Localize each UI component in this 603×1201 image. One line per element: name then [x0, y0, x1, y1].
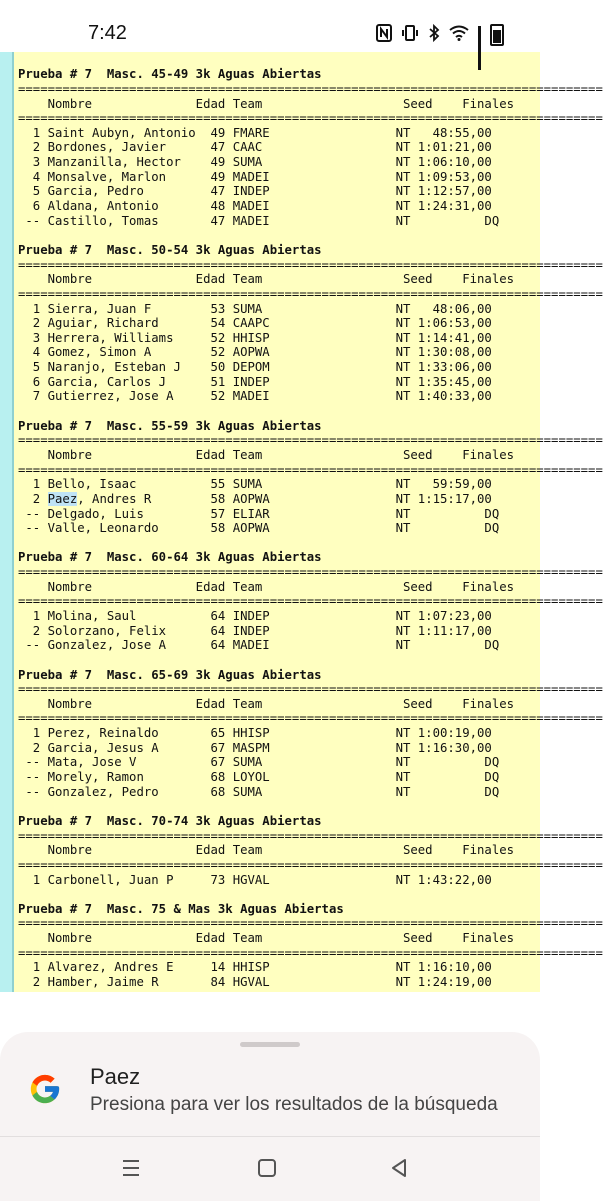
result-line-sep: =============================================================================== — [18, 111, 603, 126]
result-line-row: -- Valle, Leonardo 58 AOPWA NT DQ — [18, 521, 500, 536]
result-line-row: 2 Solorzano, Felix 64 INDEP NT 1:11:17,00 — [18, 623, 492, 638]
navigation-bar — [0, 1136, 540, 1201]
result-line-sep: =============================================================================== — [18, 81, 603, 96]
search-query-title[interactable]: Paez — [90, 1064, 141, 1089]
result-line-row: 6 Aldana, Antonio 48 MADEI NT 1:24:31,00 — [18, 199, 492, 214]
result-line-sep: =============================================================================== — [18, 711, 603, 726]
result-line-header: Nombre Edad Team Seed Finales — [18, 843, 515, 858]
result-line-sep: =============================================================================== — [18, 945, 603, 960]
nfc-icon — [376, 24, 392, 46]
result-line-header: Nombre Edad Team Seed Finales — [18, 696, 515, 711]
result-line-row: -- Delgado, Luis 57 ELIAR NT DQ — [18, 506, 500, 521]
bluetooth-icon — [428, 24, 440, 46]
result-line-blank — [18, 53, 603, 68]
result-line-title: Prueba # 7 Masc. 60-64 3k Aguas Abiertas — [18, 550, 322, 565]
result-line-sep: =============================================================================== — [18, 462, 603, 477]
result-line-row: 1 Bello, Isaac 55 SUMA NT 59:59,00 — [18, 477, 492, 492]
result-line-header: Nombre Edad Team Seed Finales — [18, 96, 515, 111]
result-line-row: 4 Monsalve, Marlon 49 MADEI NT 1:09:53,00 — [18, 169, 492, 184]
status-time: 7:42 — [88, 22, 127, 44]
result-line-row: 4 Gomez, Simon A 52 AOPWA NT 1:30:08,00 — [18, 345, 492, 360]
result-line-row: -- Gonzalez, Jose A 64 MADEI NT DQ — [18, 638, 500, 653]
result-line-row: -- Castillo, Tomas 47 MADEI NT DQ — [18, 213, 500, 228]
result-line-blank — [18, 404, 603, 419]
result-line-sep: =============================================================================== — [18, 286, 603, 301]
result-line-row: -- Mata, Jose V 67 SUMA NT DQ — [18, 755, 500, 770]
result-line-row: 7 Gutierrez, Jose A 52 MADEI NT 1:40:33,00 — [18, 389, 492, 404]
result-line-blank — [18, 799, 603, 814]
result-line-title: Prueba # 7 Masc. 70-74 3k Aguas Abiertas — [18, 813, 322, 828]
result-line-row: 1 Perez, Reinaldo 65 HHISP NT 1:00:19,00 — [18, 726, 492, 741]
result-line-row: -- Gonzalez, Pedro 68 SUMA NT DQ — [18, 784, 500, 799]
result-line-sep: =============================================================================== — [18, 565, 603, 580]
result-line-sep: =============================================================================== — [18, 682, 603, 697]
result-line-sep: =============================================================================== — [18, 828, 603, 843]
sheet-drag-handle[interactable] — [240, 1042, 300, 1047]
result-line-row: 2 Bordones, Javier 47 CAAC NT 1:01:21,00 — [18, 140, 492, 155]
result-line-sep: =============================================================================== — [18, 857, 603, 872]
result-line-row: 1 Sierra, Juan F 53 SUMA NT 48:06,00 — [18, 301, 492, 316]
results-page[interactable] — [0, 52, 603, 992]
result-line-sep: =============================================================================== — [18, 594, 603, 609]
result-line-row: 3 Herrera, Williams 52 HHISP NT 1:14:41,00 — [18, 330, 492, 345]
left-margin-bar — [0, 52, 14, 992]
back-icon[interactable] — [388, 1157, 410, 1183]
result-line-blank — [18, 536, 603, 551]
result-line-row: 2 Paez, Andres R 58 AOPWA NT 1:15:17,00 — [18, 491, 492, 506]
google-logo-icon — [28, 1072, 62, 1106]
result-line-row: 1 Saint Aubyn, Antonio 49 FMARE NT 48:55,00 — [18, 125, 492, 140]
search-hint-text[interactable]: Presiona para ver los resultados de la búsqueda — [90, 1094, 498, 1115]
status-bar — [0, 0, 540, 52]
home-icon[interactable] — [256, 1157, 278, 1183]
result-line-header: Nombre Edad Team Seed Finales — [18, 931, 515, 946]
result-line-row: 1 Molina, Saul 64 INDEP NT 1:07:23,00 — [18, 608, 492, 623]
result-line-sep: =============================================================================== — [18, 257, 603, 272]
result-line-row: 2 Hamber, Jaime R 84 HGVAL NT 1:24:19,00 — [18, 975, 492, 989]
result-line-row: -- Morely, Ramon 68 LOYOL NT DQ — [18, 770, 500, 785]
result-line-sep: =============================================================================== — [18, 916, 603, 931]
result-line-blank — [18, 228, 603, 243]
result-line-sep: =============================================================================== — [18, 433, 603, 448]
vibrate-icon — [401, 24, 419, 46]
search-match-highlight: Paez — [47, 491, 78, 506]
recents-icon[interactable] — [120, 1157, 142, 1183]
status-icons — [376, 24, 504, 46]
result-line-row: 2 Aguiar, Richard 54 CAAPC NT 1:06:53,00 — [18, 316, 492, 331]
result-line-header: Nombre Edad Team Seed Finales — [18, 272, 515, 287]
result-line-blank — [18, 887, 603, 902]
result-line-blank — [18, 653, 603, 668]
battery-icon — [490, 24, 504, 46]
result-line-header: Nombre Edad Team Seed Finales — [18, 447, 515, 462]
result-line-row: 2 Garcia, Jesus A 67 MASPM NT 1:16:30,00 — [18, 740, 492, 755]
results-text — [18, 38, 603, 990]
result-line-title: Prueba # 7 Masc. 50-54 3k Aguas Abiertas — [18, 242, 322, 257]
signal-icon — [478, 26, 481, 44]
result-line-row: 1 Alvarez, Andres E 14 HHISP NT 1:16:10,00 — [18, 960, 492, 975]
result-line-row: 5 Garcia, Pedro 47 INDEP NT 1:12:57,00 — [18, 184, 492, 199]
result-line-row: 3 Manzanilla, Hector 49 SUMA NT 1:06:10,00 — [18, 155, 492, 170]
result-line-row: 6 Garcia, Carlos J 51 INDEP NT 1:35:45,00 — [18, 374, 492, 389]
result-line-title: Prueba # 7 Masc. 65-69 3k Aguas Abiertas — [18, 667, 322, 682]
result-line-title: Prueba # 7 Masc. 45-49 3k Aguas Abiertas — [18, 67, 322, 82]
result-line-row: 1 Carbonell, Juan P 73 HGVAL NT 1:43:22,00 — [18, 872, 492, 887]
result-line-header: Nombre Edad Team Seed Finales — [18, 579, 515, 594]
result-line-title: Prueba # 7 Masc. 55-59 3k Aguas Abiertas — [18, 418, 322, 433]
result-line-row: 5 Naranjo, Esteban J 50 DEPOM NT 1:33:06,00 — [18, 360, 492, 375]
result-line-title: Prueba # 7 Masc. 75 & Mas 3k Aguas Abiertas — [18, 901, 344, 916]
wifi-icon — [449, 25, 469, 45]
